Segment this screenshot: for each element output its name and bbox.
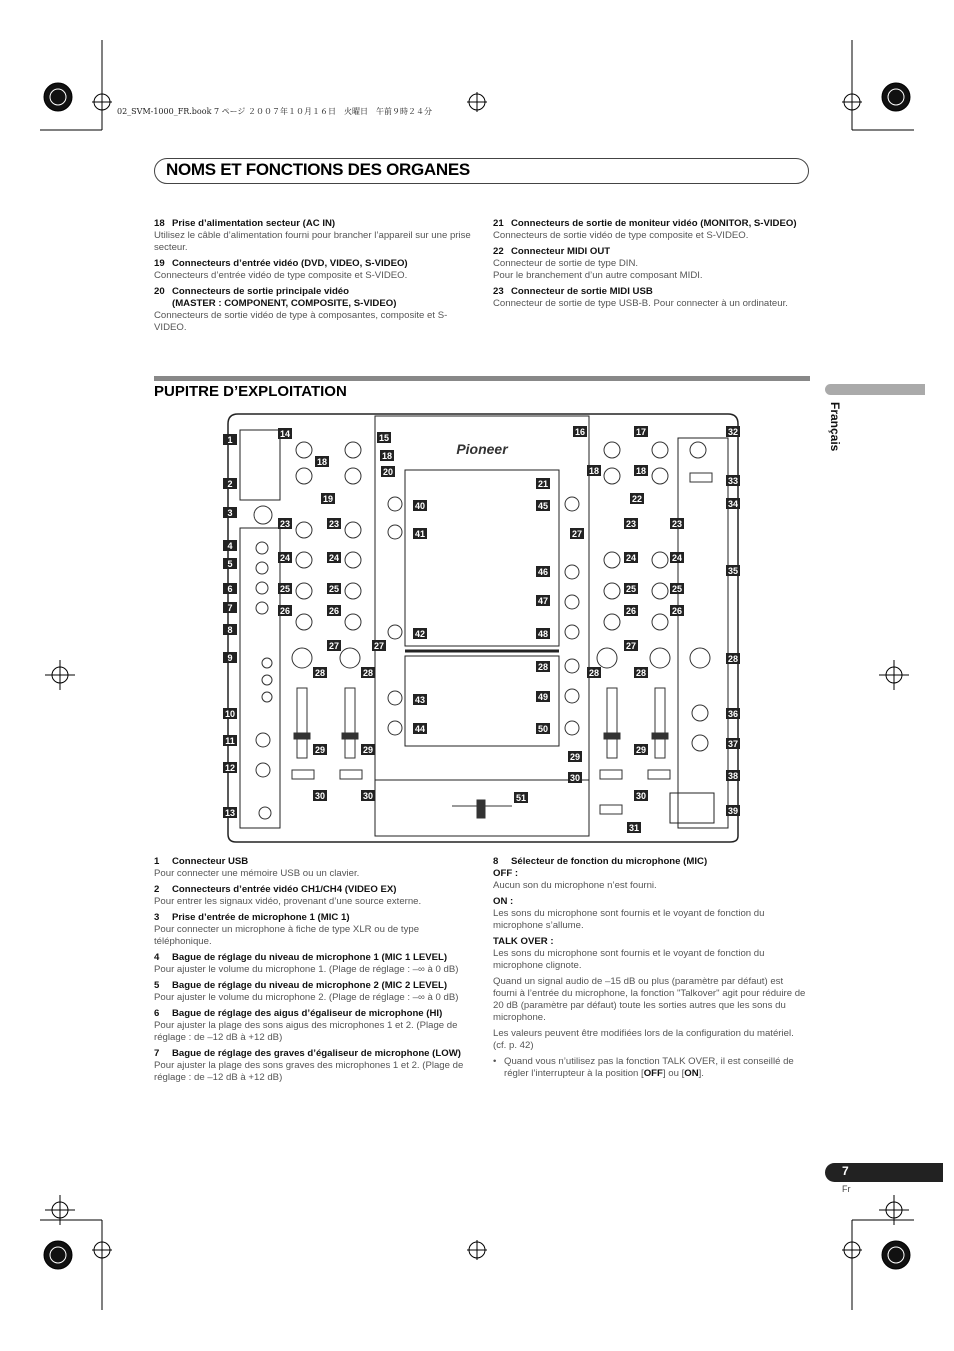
callout-40: 40 xyxy=(414,501,426,511)
off-label: OFF : xyxy=(493,868,519,879)
item-heading-2: 2 Connecteurs d’entrée vidéo CH1/CH4 (VIDEO EX) xyxy=(154,884,397,895)
talkover-label: TALK OVER : xyxy=(493,936,554,947)
language-code: Fr xyxy=(842,1184,851,1194)
callout-19: 19 xyxy=(322,494,334,504)
misc-callouts xyxy=(278,426,740,833)
callout-36: 36 xyxy=(727,709,739,719)
callout-4: 4 xyxy=(227,541,233,551)
callout-24: 24 xyxy=(279,553,291,563)
brand-logo: Pioneer xyxy=(456,441,508,457)
callout-17: 17 xyxy=(635,427,647,437)
callout-21: 21 xyxy=(537,479,549,489)
callout-26: 26 xyxy=(671,606,683,616)
item-heading-19: 19 Connecteurs d’entrée vidéo (DVD, VIDEO, S-VIDEO) xyxy=(154,258,408,269)
callout-23: 23 xyxy=(328,519,340,529)
callout-27: 27 xyxy=(373,641,385,651)
callout-3: 3 xyxy=(227,508,233,518)
off-desc: Aucun son du microphone n’est fourni. xyxy=(493,880,657,891)
section-bar xyxy=(154,376,810,381)
item-desc-4: Pour ajuster le volume du microphone 1. (Plage de réglage : –∞ à 0 dB) xyxy=(154,964,459,975)
item-desc-1: Pour connecter une mémoire USB ou un clavier. xyxy=(154,868,360,879)
talkover-desc: Les sons du microphone sont fournis et le voyant de fonction du microphone clignote. xyxy=(493,948,765,971)
callout-48: 48 xyxy=(537,629,549,639)
item-desc-22: Connecteur de sortie de type DIN. xyxy=(493,258,639,269)
top-right-column xyxy=(493,218,809,314)
item-heading-23: 23 Connecteur de sortie MIDI USB xyxy=(493,286,653,297)
callout-47: 47 xyxy=(537,596,549,606)
item-heading-7: 7 Bague de réglage des graves d’égaliseur de microphone (LOW) xyxy=(154,1048,461,1059)
callout-51: 51 xyxy=(515,793,527,803)
callout-10: 10 xyxy=(224,709,236,719)
item-desc-21: Connecteurs de sortie vidéo de type composite et S-VIDEO. xyxy=(493,230,749,241)
callout-25: 25 xyxy=(279,584,291,594)
callout-23: 23 xyxy=(625,519,637,529)
callout-23: 23 xyxy=(279,519,291,529)
callout-28: 28 xyxy=(727,654,739,664)
item-heading-3: 3 Prise d’entrée de microphone 1 (MIC 1) xyxy=(154,912,350,923)
callout-42: 42 xyxy=(414,629,426,639)
item-desc-7: Pour ajuster la plage des sons graves des microphones 1 et 2. (Plage de réglage : de –12 dB à +12 dB) xyxy=(154,1060,464,1083)
callout-26: 26 xyxy=(279,606,291,616)
item-heading-4: 4 Bague de réglage du niveau de microphone 1 (MIC 1 LEVEL) xyxy=(154,952,448,963)
item-desc-19: Connecteurs d’entrée vidéo de type composite et S-VIDEO. xyxy=(154,270,408,281)
callout-29: 29 xyxy=(362,745,374,755)
item-heading-21: 21 Connecteurs de sortie de moniteur vidéo (MONITOR, S-VIDEO) xyxy=(493,218,797,229)
callout-43: 43 xyxy=(414,695,426,705)
callout-24: 24 xyxy=(625,553,637,563)
callout-9: 9 xyxy=(227,653,233,663)
callout-18: 18 xyxy=(316,457,328,467)
callout-49: 49 xyxy=(537,692,549,702)
callout-5: 5 xyxy=(227,559,233,569)
callout-46: 46 xyxy=(537,567,549,577)
page-title: NOMS ET FONCTIONS DES ORGANES xyxy=(166,160,470,179)
callout-24: 24 xyxy=(671,553,683,563)
item-heading-6: 6 Bague de réglage des aigus d’égaliseur de microphone (HI) xyxy=(154,1008,443,1019)
callout-31: 31 xyxy=(628,823,640,833)
callout-39: 39 xyxy=(727,806,739,816)
item-heading-8: 8 Sélecteur de fonction du microphone (MIC) xyxy=(493,856,708,867)
callout-6: 6 xyxy=(227,584,233,594)
language-label: Français xyxy=(828,402,842,452)
callout-30: 30 xyxy=(362,791,374,801)
callout-26: 26 xyxy=(625,606,637,616)
callout-18: 18 xyxy=(588,466,600,476)
callout-28: 28 xyxy=(588,668,600,678)
callout-29: 29 xyxy=(635,745,647,755)
callout-45: 45 xyxy=(537,501,549,511)
bottom-left-column xyxy=(154,856,472,1088)
item-desc-20: Connecteurs de sortie vidéo de type à composantes, composite et S-VIDEO. xyxy=(154,310,448,333)
callout-1: 1 xyxy=(227,435,233,445)
callout-29: 29 xyxy=(569,752,581,762)
callout-29: 29 xyxy=(314,745,326,755)
callout-28: 28 xyxy=(635,668,647,678)
callout-15: 15 xyxy=(378,433,390,443)
mixer-diagram xyxy=(220,408,746,848)
item-desc-22b: Pour le branchement d’un autre composant MIDI. xyxy=(493,270,703,281)
top-left-column xyxy=(154,218,472,338)
item-heading-1: 1 Connecteur USB xyxy=(154,856,249,867)
callout-24: 24 xyxy=(328,553,340,563)
file-header: 02_SVM-1000_FR.book 7 ページ ２００７年１０月１６日 火曜日 午前９時２４分 xyxy=(117,107,432,116)
on-desc: Les sons du microphone sont fournis et le voyant de fonction du microphone s’allume. xyxy=(493,908,765,931)
item-desc-18: Utilisez le câble d’alimentation fourni pour brancher l’appareil sur une prise secteur. xyxy=(154,230,471,253)
callout-12: 12 xyxy=(224,763,236,773)
item-heading-18: 18 Prise d’alimentation secteur (AC IN) xyxy=(154,218,336,229)
callout-30: 30 xyxy=(569,773,581,783)
callout-16: 16 xyxy=(574,427,586,437)
item-heading-22: 22 Connecteur MIDI OUT xyxy=(493,246,611,257)
callout-7: 7 xyxy=(227,603,233,613)
callout-11: 11 xyxy=(225,736,235,746)
section-title: PUPITRE D’EXPLOITATION xyxy=(154,383,347,400)
language-tab xyxy=(825,384,925,395)
callout-41: 41 xyxy=(414,529,426,539)
item-heading-20b: (MASTER : COMPONENT, COMPOSITE, S-VIDEO) xyxy=(172,298,397,309)
callout-44: 44 xyxy=(414,724,426,734)
callout-27: 27 xyxy=(571,529,583,539)
item-desc-23: Connecteur de sortie de type USB-B. Pour connecter à un ordinateur. xyxy=(493,298,788,309)
callout-33: 33 xyxy=(727,476,739,486)
on-label: ON : xyxy=(493,896,514,907)
talkover-note: • Quand vous n’utilisez pas la fonction TALK OVER, il est conseillé de régler l’interrupteur à la position [OFF] ou [ON]. xyxy=(493,1056,794,1079)
settings-paragraph: Les valeurs peuvent être modifiées lors de la configuration du matériel. (cf. p. 42) xyxy=(493,1028,794,1051)
item-desc-3: Pour connecter un microphone à fiche de type XLR ou de type téléphonique. xyxy=(154,924,420,947)
talkover-paragraph: Quand un signal audio de –15 dB ou plus (paramètre par défaut) est fourni à l’entrée du microphone, la fonction "Talkover" agit pour réduire de 20 dB (paramètre par défaut) toute les sorties autres que les sons du microphone. xyxy=(493,976,806,1023)
item-heading-5: 5 Bague de réglage du niveau de microphone 2 (MIC 2 LEVEL) xyxy=(154,980,448,991)
callout-13: 13 xyxy=(224,808,236,818)
callout-22: 22 xyxy=(631,494,643,504)
bottom-right-column xyxy=(493,856,809,1084)
callout-26: 26 xyxy=(328,606,340,616)
callout-25: 25 xyxy=(328,584,340,594)
page-number: 7 xyxy=(842,1164,849,1178)
callout-37: 37 xyxy=(727,739,739,749)
callout-27: 27 xyxy=(625,641,637,651)
callout-8: 8 xyxy=(227,625,233,635)
callout-50: 50 xyxy=(537,724,549,734)
callout-35: 35 xyxy=(727,566,739,576)
callout-38: 38 xyxy=(727,771,739,781)
callout-30: 30 xyxy=(635,791,647,801)
callout-27: 27 xyxy=(328,641,340,651)
callout-30: 30 xyxy=(314,791,326,801)
callout-20: 20 xyxy=(382,467,394,477)
callout-34: 34 xyxy=(727,499,739,509)
item-desc-6: Pour ajuster la plage des sons aigus des microphones 1 et 2. (Plage de réglage : de –12 dB à +12 dB) xyxy=(154,1020,458,1043)
item-desc-2: Pour entrer les signaux vidéo, provenant d’une source externe. xyxy=(154,896,422,907)
item-heading-20: 20 Connecteurs de sortie principale vidéo xyxy=(154,286,349,297)
callout-18: 18 xyxy=(381,451,393,461)
callout-28: 28 xyxy=(537,662,549,672)
callout-25: 25 xyxy=(625,584,637,594)
callout-23: 23 xyxy=(671,519,683,529)
callout-25: 25 xyxy=(671,584,683,594)
callout-14: 14 xyxy=(279,429,291,439)
callout-28: 28 xyxy=(362,668,374,678)
callout-32: 32 xyxy=(727,427,739,437)
callout-28: 28 xyxy=(314,668,326,678)
callout-18: 18 xyxy=(635,466,647,476)
callout-2: 2 xyxy=(227,479,233,489)
item-desc-5: Pour ajuster le volume du microphone 2. (Plage de réglage : –∞ à 0 dB) xyxy=(154,992,459,1003)
